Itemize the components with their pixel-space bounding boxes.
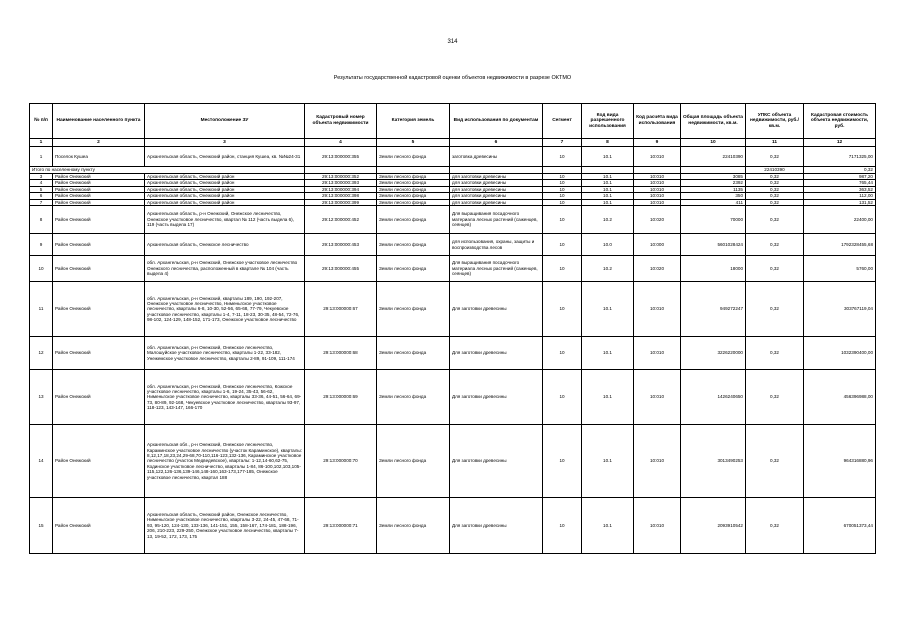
table-cell: 10	[543, 337, 582, 370]
table-cell: Архангельская область, Онежское лесничество	[145, 234, 305, 256]
table-cell: заготовка древесины	[450, 147, 543, 167]
table-cell: Земли лесного фонда	[377, 425, 450, 498]
table-cell: 10.1	[582, 425, 634, 498]
table-cell: Архангельская область, р-н Онежский, Онежское лесничество, Онежское участковое лесничество, квартал № 112 (часть выдела 6), 119 (часть выдела 17)	[145, 206, 305, 234]
table-cell: Архангельская область, Онежский район	[145, 174, 305, 180]
table-cell: 10.1	[582, 193, 634, 199]
column-header: Категория земель	[377, 104, 450, 139]
table-cell: 11	[30, 282, 53, 337]
table-cell: 29:13:000000:68	[305, 337, 377, 370]
column-header: № п/п	[30, 104, 53, 139]
table-cell: 0,32	[746, 425, 804, 498]
table-cell: 303767119,04	[804, 282, 876, 337]
table-cell: 10:010	[634, 498, 681, 554]
table-cell: 3013490253	[681, 425, 746, 498]
table-cell: 10	[543, 234, 582, 256]
header-row	[30, 104, 876, 139]
table-cell: 10	[543, 174, 582, 180]
table-cell: 0,32	[804, 167, 876, 174]
table-cell: 4	[30, 180, 53, 186]
table-cell: 10.1	[582, 199, 634, 205]
table-cell: Для заготовки древесины	[450, 282, 543, 337]
column-number: 4	[305, 139, 377, 147]
table-cell: 29:13:000000:398	[305, 193, 377, 199]
table-cell: Для заготовки древесины	[450, 498, 543, 554]
table-cell: 0,32	[746, 186, 804, 192]
table-cell: 29:13:000000:355	[305, 147, 377, 167]
table-cell: 10	[543, 256, 582, 282]
table-cell: 112,00	[804, 193, 876, 199]
table-cell: Земли лесного фонда	[377, 370, 450, 425]
table-cell: Район Онежский	[53, 370, 145, 425]
table-cell: Для выращивания посадочного материала лесных растений (саженцев, сеянцев)	[450, 256, 543, 282]
table-cell: 10:010	[634, 193, 681, 199]
table-body	[30, 147, 876, 554]
table-cell: 0,32	[746, 180, 804, 186]
table-cell: 10	[543, 180, 582, 186]
table-cell: 10	[543, 199, 582, 205]
table-cell: 9	[30, 234, 53, 256]
column-header: Код вида разрешенного использования	[582, 104, 634, 139]
total-row	[30, 167, 876, 174]
table-cell: для заготовки древесины	[450, 193, 543, 199]
table-cell: Район Онежский	[53, 180, 145, 186]
table-row	[30, 256, 876, 282]
table-cell: 411	[681, 199, 746, 205]
table-cell: Район Онежский	[53, 193, 145, 199]
table-row	[30, 206, 876, 234]
table-cell: Земли лесного фонда	[377, 282, 450, 337]
table-cell: 987,20	[804, 174, 876, 180]
table-cell: 10:010	[634, 174, 681, 180]
table-cell: Земли лесного фонда	[377, 193, 450, 199]
table-cell: 10:020	[634, 256, 681, 282]
table-cell: для заготовки древесины	[450, 199, 543, 205]
table-cell: 29:12:000000:452	[305, 206, 377, 234]
table-cell: Земли лесного фонда	[377, 234, 450, 256]
table-cell: для использования, охраны, защиты и воспроизводства лесов	[450, 234, 543, 256]
column-header: Общая площадь объекта недвижимости, кв.м.	[681, 104, 746, 139]
column-number: 5	[377, 139, 450, 147]
table-cell: Земли лесного фонда	[377, 174, 450, 180]
table-cell	[450, 167, 543, 174]
table-cell: обл. Архангельская, р-н Онежский, кварталы 189, 190, 192-207, Онежское участковое лесничество, Нименьгское участковое лесничество, кварталы 6-8, 10-30, 52-56, 65-68, 77-79, Чекуевское участковое лесничество, кварталы 1-4, 7-11, 18-23, 30-35, 48-54, 72-76, 98-102, 124-129, 148-152, 171-173, Онежское участковое лесничество	[145, 282, 305, 337]
table-cell: 0,32	[746, 498, 804, 554]
column-number: 7	[543, 139, 582, 147]
table-cell: 10	[543, 498, 582, 554]
document-title: Результаты государственной кадастровой оценки объектов недвижимости в разрезе ОКТМО	[333, 75, 572, 81]
total-label: Итого по населенному пункту	[30, 167, 305, 174]
table-cell: Земли лесного фонда	[377, 147, 450, 167]
table-cell: 3226220000	[681, 337, 746, 370]
table-cell: 10.1	[582, 370, 634, 425]
table-cell: 131,52	[804, 199, 876, 205]
table-cell: 18000	[681, 256, 746, 282]
table-cell: 3085	[681, 174, 746, 180]
table-cell: 13	[30, 370, 53, 425]
table-cell: 29:13:000000:69	[305, 370, 377, 425]
table-cell: 949272247	[681, 282, 746, 337]
table-cell: 10:010	[634, 186, 681, 192]
table-cell: 8	[30, 206, 53, 234]
table-cell: 1426240650	[681, 370, 746, 425]
table-cell: 10:010	[634, 425, 681, 498]
table-cell: Район Онежский	[53, 337, 145, 370]
table-cell: Для выращивания посадочного материала лесных растений (саженцев, сеянцев)	[450, 206, 543, 234]
table-cell	[543, 167, 582, 174]
table-row	[30, 425, 876, 498]
table-cell: для заготовки древесины	[450, 180, 543, 186]
table-cell: обл. Архангельская, р-н Онежский, Онежское лесничество, Малошуйское участковое лесничество, кварталы 1-22, 33-182, Унежемское участковое лесничество, кварталы 2-89, 91-109, 111-174	[145, 337, 305, 370]
table-cell: Район Онежский	[53, 186, 145, 192]
table-cell: 10.1	[582, 186, 634, 192]
table-cell: 10:020	[634, 206, 681, 234]
table-cell: 10.1	[582, 498, 634, 554]
table-cell: 10	[543, 193, 582, 199]
table-cell: Архангельская область, Онежский район	[145, 193, 305, 199]
table-cell: 10.1	[582, 147, 634, 167]
table-row	[30, 234, 876, 256]
table-cell: Район Онежский	[53, 282, 145, 337]
table-cell: 0,32	[746, 370, 804, 425]
table-cell: Район Онежский	[53, 174, 145, 180]
table-cell: 0,32	[746, 337, 804, 370]
table-cell: 10	[30, 256, 53, 282]
table-cell: Район Онежский	[53, 234, 145, 256]
table-cell: Для заготовки древесины	[450, 425, 543, 498]
table-row	[30, 282, 876, 337]
table-cell: 29:13:000000:399	[305, 199, 377, 205]
column-number: 6	[450, 139, 543, 147]
table-cell: 456396988,00	[804, 370, 876, 425]
table-cell: 10:010	[634, 199, 681, 205]
table-cell: Архангельская область, Онежский район, станция Кушеа, кв. №№24-31	[145, 147, 305, 167]
table-cell: Район Онежский	[53, 199, 145, 205]
table-cell: 10	[543, 186, 582, 192]
column-number: 12	[804, 139, 876, 147]
table-cell: 10	[543, 147, 582, 167]
column-header: УПКС объекта недвижимости, руб./кв.м.	[746, 104, 804, 139]
table-cell: Район Онежский	[53, 498, 145, 554]
table-cell: 10	[543, 370, 582, 425]
column-header: Кадастровая стоимость объекта недвижимости, руб.	[804, 104, 876, 139]
table-cell: 1792328455,68	[804, 234, 876, 256]
table-cell: 0,32	[746, 147, 804, 167]
table-cell	[377, 167, 450, 174]
table-cell: 70000	[681, 206, 746, 234]
table-cell: для заготовки древесины	[450, 174, 543, 180]
column-header: Вид использования по документам	[450, 104, 543, 139]
table-cell: 0,32	[746, 193, 804, 199]
table-cell: 0,32	[746, 174, 804, 180]
table-cell	[634, 167, 681, 174]
table-cell: Земли лесного фонда	[377, 180, 450, 186]
table-cell: Земли лесного фонда	[377, 199, 450, 205]
table-cell: 7	[30, 199, 53, 205]
table-cell: 2093910542	[681, 498, 746, 554]
table-cell: Для заготовки древесины	[450, 337, 543, 370]
column-number: 11	[746, 139, 804, 147]
table-cell	[681, 167, 746, 174]
table-cell: 10:010	[634, 147, 681, 167]
table-cell: 10.1	[582, 174, 634, 180]
column-number-row	[30, 139, 876, 147]
table-cell: 10.1	[582, 180, 634, 186]
table-cell: Архангельская область, Онежский район	[145, 186, 305, 192]
table-cell: 10.1	[582, 337, 634, 370]
table-cell: 1032390400,00	[804, 337, 876, 370]
column-number: 1	[30, 139, 53, 147]
table-cell: 22410390	[681, 147, 746, 167]
table-cell: 10	[543, 282, 582, 337]
table-row	[30, 337, 876, 370]
table-cell: 29:13:000000:70	[305, 425, 377, 498]
column-number: 9	[634, 139, 681, 147]
table-cell: Земли лесного фонда	[377, 206, 450, 234]
table-cell: 363,52	[804, 186, 876, 192]
table-cell: 29:13:000000:71	[305, 498, 377, 554]
column-header: Код расчёта вида использования	[634, 104, 681, 139]
table-row	[30, 370, 876, 425]
table-cell: 964316880,96	[804, 425, 876, 498]
valuation-table	[29, 103, 876, 554]
table-cell: Архангельская область, Онежский район	[145, 199, 305, 205]
table-cell: 0,32	[746, 234, 804, 256]
table-cell: обл. Архангельская, р-н Онежский, Онежское участковое лесничество Онежского лесничества, расположенный в квартале № 104 (часть выдела 4)	[145, 256, 305, 282]
table-cell: 10:010	[634, 180, 681, 186]
table-cell: 14	[30, 425, 53, 498]
table-cell: 29:13:000000:393	[305, 180, 377, 186]
table-cell: 350	[681, 193, 746, 199]
table-cell: Земли лесного фонда	[377, 337, 450, 370]
table-cell: 12	[30, 337, 53, 370]
table-cell: 765,44	[804, 180, 876, 186]
table-cell: 10.0	[582, 234, 634, 256]
table-cell: 10:010	[634, 337, 681, 370]
table-cell: 5760,00	[804, 256, 876, 282]
table-cell: Земли лесного фонда	[377, 256, 450, 282]
table-cell: 7171325,00	[804, 147, 876, 167]
table-cell: 0,32	[746, 256, 804, 282]
table-cell: 10.1	[582, 282, 634, 337]
table-cell: 29:13:000000:67	[305, 282, 377, 337]
table-cell: Архангельская область, Онежский район	[145, 180, 305, 186]
table-cell: 0,32	[746, 199, 804, 205]
table-cell: 15	[30, 498, 53, 554]
table-cell: 29:13:000000:455	[305, 256, 377, 282]
table-cell: 22410390	[746, 167, 804, 174]
table-row	[30, 147, 876, 167]
column-header: Кадастровый номер объекта недвижимости	[305, 104, 377, 139]
table-cell: Район Онежский	[53, 425, 145, 498]
table-cell: Земли лесного фонда	[377, 498, 450, 554]
column-number: 2	[53, 139, 145, 147]
table-cell: Архангельская область, Онежский район, Онежское лесничество, Нименьгское участковое лесничество, кварталы 3-22, 24-45, 47-68, 71-93, 95-120, 124-130, 133-136, 141-151, 155, 158-167, 174-181, 188-196, 206, 210-223, 229-250, Онежское участковое лесничество, кварталы 7-13, 19-52, 172, 173, 175	[145, 498, 305, 554]
column-number: 10	[681, 139, 746, 147]
table-cell: 10	[543, 425, 582, 498]
table-cell: 29:13:000000:352	[305, 174, 377, 180]
table-cell: 10:000	[634, 234, 681, 256]
column-number: 3	[145, 139, 305, 147]
table-cell: для заготовки древесины	[450, 186, 543, 192]
table-cell: 2392	[681, 180, 746, 186]
table-cell: 10.2	[582, 256, 634, 282]
table-cell: 29:13:000000:453	[305, 234, 377, 256]
table-cell: 10:010	[634, 282, 681, 337]
table-cell: Район Онежский	[53, 256, 145, 282]
table-cell: 22400,00	[804, 206, 876, 234]
table-cell	[582, 167, 634, 174]
page-number: 314	[447, 39, 458, 45]
column-header: Наименование населенного пункта	[53, 104, 145, 139]
column-header: Местоположение ЗУ	[145, 104, 305, 139]
table-cell: 1135	[681, 186, 746, 192]
table-cell: Земли лесного фонда	[377, 186, 450, 192]
table-cell: 1	[30, 147, 53, 167]
table-cell: Район Онежский	[53, 206, 145, 234]
table-cell: 3	[30, 174, 53, 180]
table-cell: 10	[543, 206, 582, 234]
table-cell: 10:010	[634, 370, 681, 425]
table-cell: обл. Архангельская, р-н Онежский, Онежское лесничество, Кожское участковое лесничество, кварталы 1-6, 19-24, 35-43, 56-62, Нименьгское участковое лесничество, кварталы 33-36, 44-51, 56-64, 69-73, 80-89, 92-168, Чекуевское участковое лесничество, кварталы 93-97, 118-123, 143-147, 166-170	[145, 370, 305, 425]
table-cell: 10.2	[582, 206, 634, 234]
table-cell: Для заготовки древесины	[450, 370, 543, 425]
table-cell: 0,32	[746, 282, 804, 337]
table-cell: 670051373,44	[804, 498, 876, 554]
column-header: Сегмент	[543, 104, 582, 139]
table-cell: 0,32	[746, 206, 804, 234]
table-cell: Архангельская обл., р-н Онежский, Онежское лесничество, Караминское участковое лесничество (участок Караминское), кварталы: 8,12,17,18,23,24,29-68,70-110,116-123,132-136, Караминское участковое лесничество (участок Медведевское), кварталы: 1-12,14-60,62-75, Кодинское участковое лесничество, кварталы 1-84, 86-100,102,103,105-115,122,126-136,139-146,148-160,163-173,177-185, Онежское участковое лесничество, квартал 188	[145, 425, 305, 498]
table-cell	[305, 167, 377, 174]
column-number: 8	[582, 139, 634, 147]
table-cell: 6	[30, 193, 53, 199]
table-cell: 5	[30, 186, 53, 192]
table-cell: Поселок Кушеа	[53, 147, 145, 167]
table-cell: 5601028424	[681, 234, 746, 256]
table-row	[30, 498, 876, 554]
table-cell: 29:13:000000:394	[305, 186, 377, 192]
